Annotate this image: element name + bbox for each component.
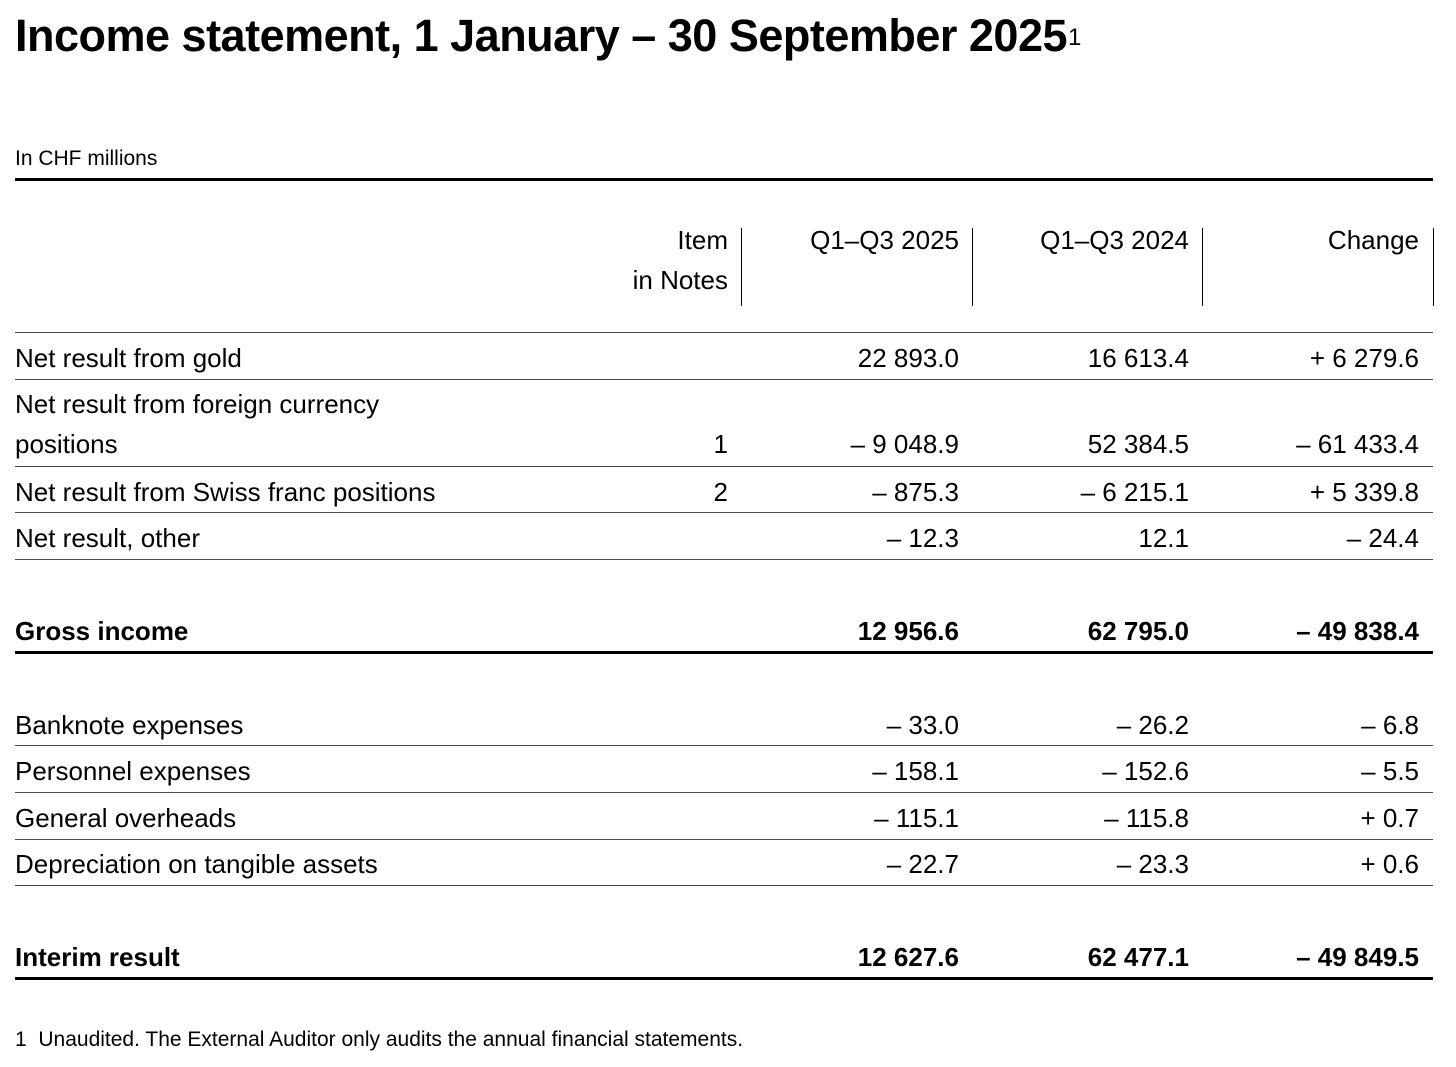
value-2025: 12 627.6 — [857, 942, 959, 972]
title-text: Income statement, 1 January – 30 September 2025 — [15, 10, 1068, 61]
row-divider — [15, 885, 1433, 886]
row-divider — [15, 559, 1433, 560]
row-label: Gross income — [15, 616, 189, 646]
value-change: – 5.5 — [1361, 756, 1419, 786]
notes-ref: 2 — [713, 477, 728, 507]
row-label: Interim result — [15, 942, 180, 972]
value-2025: – 12.3 — [886, 523, 959, 553]
notes-ref: 1 — [713, 429, 728, 459]
value-2025: – 9 048.9 — [850, 429, 959, 459]
value-2024: – 152.6 — [1102, 756, 1189, 786]
value-2024: – 23.3 — [1116, 849, 1189, 879]
unit-label: In CHF millions — [15, 147, 158, 170]
row-label: Net result from Swiss franc positions — [15, 477, 436, 507]
value-2024: – 6 215.1 — [1080, 477, 1189, 507]
row-divider — [15, 466, 1433, 467]
header-notes — [610, 220, 728, 300]
value-2025: – 33.0 — [886, 710, 959, 740]
value-2024: 52 384.5 — [1087, 429, 1189, 459]
footnote-text: Unaudited. The External Auditor only audits the annual financial statements. — [38, 1028, 744, 1051]
row-label: Net result from gold — [15, 343, 242, 373]
value-2025: – 115.1 — [874, 803, 959, 833]
row-divider — [15, 792, 1433, 793]
row-divider — [15, 839, 1433, 840]
total-rule — [15, 977, 1433, 980]
value-2025: – 158.1 — [872, 756, 959, 786]
value-2024: 12.1 — [1138, 523, 1189, 553]
value-change: + 0.6 — [1360, 849, 1419, 879]
footnote-mark: 1 — [15, 1028, 27, 1051]
row-label: Net result, other — [15, 523, 200, 553]
header-notes-line2: in Notes — [632, 265, 728, 295]
row-label: Depreciation on tangible assets — [15, 849, 378, 879]
header-col-2024: Q1–Q3 2024 — [1040, 225, 1189, 255]
row-label: Personnel expenses — [15, 756, 251, 786]
value-2024: 62 477.1 — [1087, 942, 1189, 972]
value-change: + 6 279.6 — [1309, 343, 1419, 373]
row-label: General overheads — [15, 803, 237, 833]
value-change: – 49 838.4 — [1296, 616, 1419, 646]
row-divider — [15, 745, 1433, 746]
page-title — [15, 8, 1081, 64]
header-divider — [1202, 228, 1203, 306]
row-label-line1: Net result from foreign currency — [15, 389, 380, 419]
total-rule — [15, 651, 1433, 654]
header-divider — [1433, 228, 1434, 306]
value-change: – 24.4 — [1346, 523, 1419, 553]
value-change: + 0.7 — [1360, 803, 1419, 833]
row-label: Banknote expenses — [15, 710, 244, 740]
value-2024: – 26.2 — [1116, 710, 1189, 740]
value-2024: 16 613.4 — [1087, 343, 1189, 373]
footnote — [15, 1026, 743, 1054]
header-col-2025: Q1–Q3 2025 — [810, 225, 959, 255]
header-bottom-rule — [15, 332, 1433, 333]
value-change: – 61 433.4 — [1296, 429, 1419, 459]
row-divider — [15, 379, 1433, 380]
title-footnote-mark: 1 — [1068, 24, 1081, 51]
header-col-change: Change — [1327, 225, 1419, 255]
row-divider — [15, 512, 1433, 513]
value-2024: 62 795.0 — [1087, 616, 1189, 646]
header-divider — [741, 228, 742, 306]
header-divider — [972, 228, 973, 306]
value-2024: – 115.8 — [1104, 803, 1189, 833]
header-notes-line1: Item — [677, 225, 728, 255]
value-change: – 49 849.5 — [1296, 942, 1419, 972]
value-2025: – 875.3 — [872, 477, 959, 507]
row-label-line2: positions — [15, 429, 118, 459]
value-change: + 5 339.8 — [1309, 477, 1419, 507]
value-change: – 6.8 — [1361, 710, 1419, 740]
value-2025: 22 893.0 — [857, 343, 959, 373]
value-2025: 12 956.6 — [857, 616, 959, 646]
value-2025: – 22.7 — [886, 849, 959, 879]
header-top-rule — [15, 178, 1433, 181]
